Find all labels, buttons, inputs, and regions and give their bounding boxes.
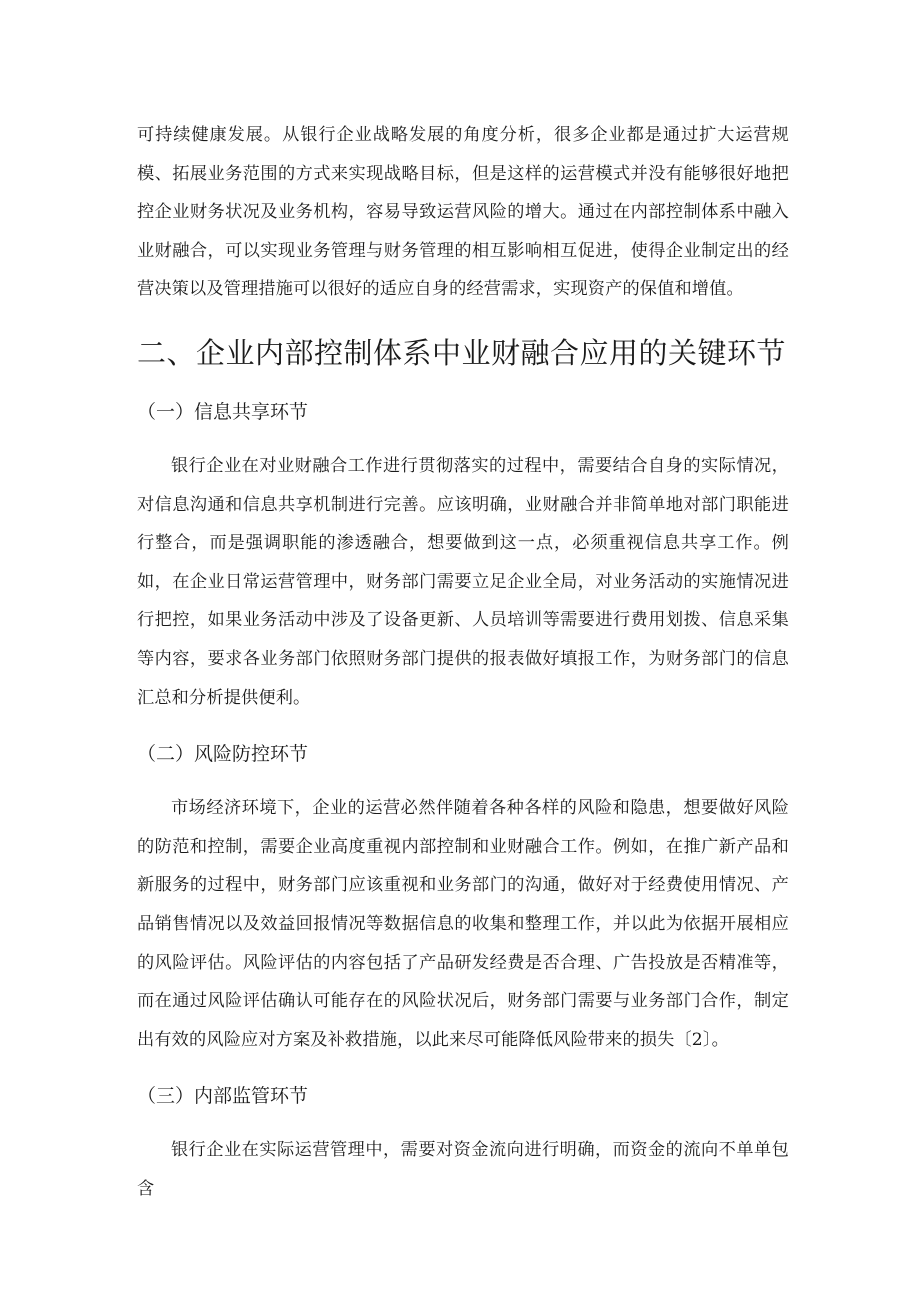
- paragraph-internal-supervision: 银行企业在实际运营管理中，需要对资金流向进行明确，而资金的流向不单单包含: [137, 1140, 789, 1199]
- subsection-heading-info-sharing: （一）信息共享环节: [137, 400, 309, 423]
- paragraph-info-sharing: 银行企业在对业财融合工作进行贯彻落实的过程中，需要结合自身的实际情况，对信息沟通和信息共享机制进行完善。应该明确，业财融合并非简单地对部门职能进行整合，而是强调职能的渗透融合，想要做到这一点，必须重视信息共享工作。例如，在企业日常运营管理中，财务部门需要立足企业全局，对业务活动的实施情况进行把控，如果业务活动中涉及了设备更新、人员培训等需要进行费用划拨、信息采集等内容，要求各业务部门依照财务部门提供的报表做好填报工作，为财务部门的信息汇总和分析提供便利。: [137, 455, 789, 708]
- document-page: [137, 116, 789, 1208]
- intro-paragraph: 可持续健康发展。从银行企业战略发展的角度分析，很多企业都是通过扩大运营规模、拓展业务范围的方式来实现战略目标，但是这样的运营模式并没有能够很好地把控企业财务状况及业务机构，容易导致运营风险的增大。通过在内部控制体系中融入业财融合，可以实现业务管理与财务管理的相互影响相互促进，使得企业制定出的经营决策以及管理措施可以很好的适应自身的经营需求，实现资产的保值和增值。: [137, 125, 789, 300]
- paragraph-risk-control: 市场经济环境下，企业的运营必然伴随着各种各样的风险和隐患，想要做好风险的防范和控制，需要企业高度重视内部控制和业财融合工作。例如，在推广新产品和新服务的过程中，财务部门应该重视和业务部门的沟通，做好对于经费使用情况、产品销售情况以及效益回报情况等数据信息的收集和整理工作，并以此为依据开展相应的风险评估。风险评估的内容包括了产品研发经费是否合理、广告投放是否精准等，而在通过风险评估确认可能存在的风险状况后，财务部门需要与业务部门合作，制定出有效的风险应对方案及补救措施，以此来尽可能降低风险带来的损失〔2〕。: [137, 798, 789, 1050]
- subsection-heading-internal-supervision: （三）内部监管环节: [137, 1085, 309, 1108]
- subsection-heading-risk-control: （二）风险防控环节: [137, 743, 309, 766]
- section-heading: 二、企业内部控制体系中业财融合应用的关键环节: [137, 335, 787, 370]
